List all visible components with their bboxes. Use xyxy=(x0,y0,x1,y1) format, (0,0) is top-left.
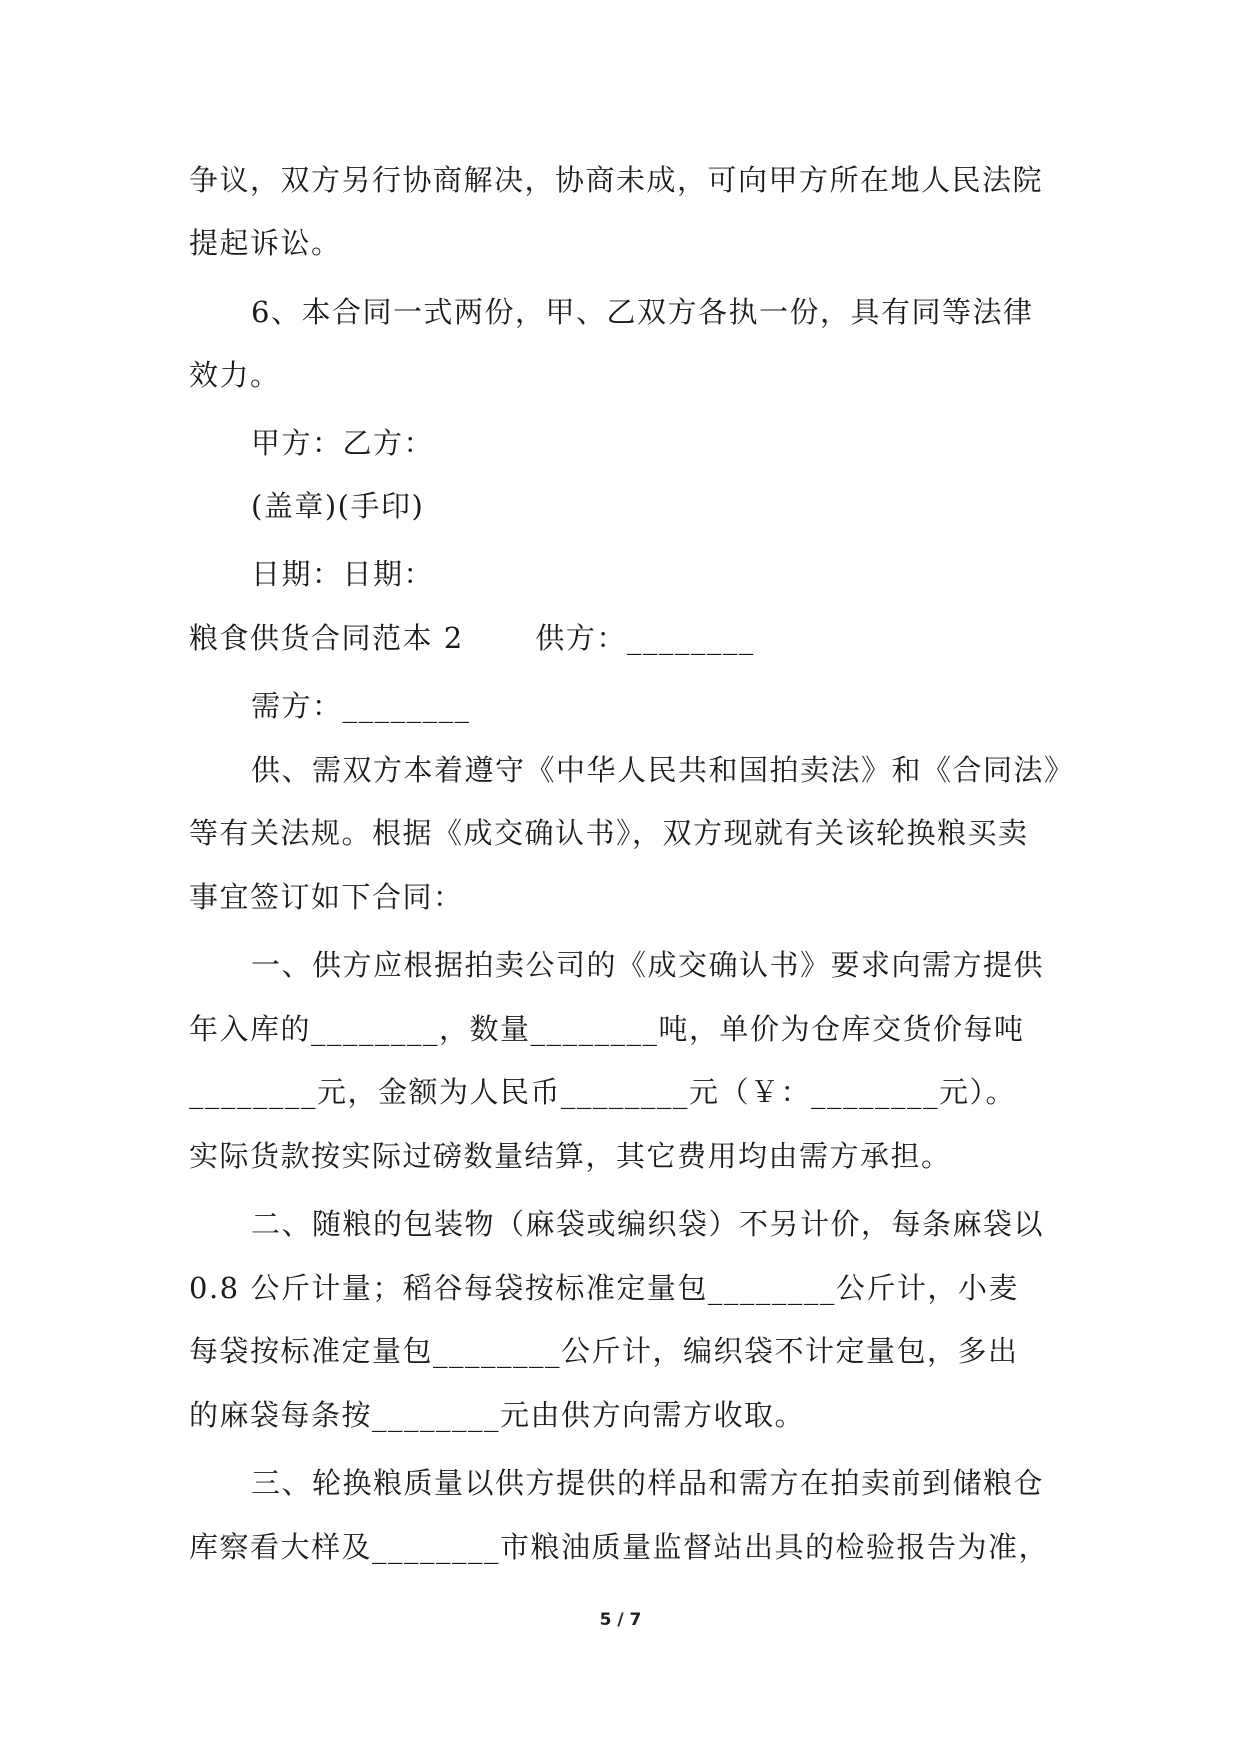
clause-2: 二、随粮的包装物（麻袋或编织袋）不另计价，每条麻袋以 xyxy=(251,1207,1045,1241)
contract-title-supplier: 粮食供货合同范本 2 供方：________ xyxy=(189,621,755,655)
seal-labels: (盖章)(手印) xyxy=(251,489,425,523)
text-line: 效力。 xyxy=(189,358,281,392)
text-line: 争议，双方另行协商解决，协商未成，可向甲方所在地人民法院 xyxy=(189,163,1044,197)
preamble: 供、需双方本着遵守《中华人民共和国拍卖法》和《合同法》 xyxy=(251,753,1075,787)
text-line: 库察看大样及________市粮油质量监督站出具的检验报告为准， xyxy=(189,1530,1050,1564)
text-line: 实际货款按实际过磅数量结算，其它费用均由需方承担。 xyxy=(189,1139,952,1173)
text-line: 每袋按标准定量包________公斤计，编织袋不计定量包，多出 xyxy=(189,1334,1019,1368)
page-number: 5 / 7 xyxy=(599,1610,642,1630)
clause-6: 6、本合同一式两份，甲、乙双方各执一份，具有同等法律 xyxy=(251,295,1034,329)
text-line: ________元，金额为人民币________元（￥：________元）。 xyxy=(189,1075,1017,1109)
clause-1: 一、供方应根据拍卖公司的《成交确认书》要求向需方提供 xyxy=(251,948,1045,982)
text-line: 的麻袋每条按________元由供方向需方收取。 xyxy=(189,1398,806,1432)
text-line: 事宜签订如下合同： xyxy=(189,880,464,914)
clause-3: 三、轮换粮质量以供方提供的样品和需方在拍卖前到储粮仓 xyxy=(251,1466,1045,1500)
buyer-label: 需方：________ xyxy=(251,689,471,723)
date-labels: 日期：日期： xyxy=(251,557,435,591)
text-line: 0.8 公斤计量；稻谷每袋按标准定量包________公斤计，小麦 xyxy=(189,1271,1019,1305)
text-line: 等有关法规。根据《成交确认书》，双方现就有关该轮换粮买卖 xyxy=(189,816,1029,850)
text-line: 年入库的________，数量________吨，单价为仓库交货价每吨 xyxy=(189,1012,1025,1046)
text-line: 提起诉讼。 xyxy=(189,226,342,260)
party-labels: 甲方：乙方： xyxy=(251,426,435,460)
